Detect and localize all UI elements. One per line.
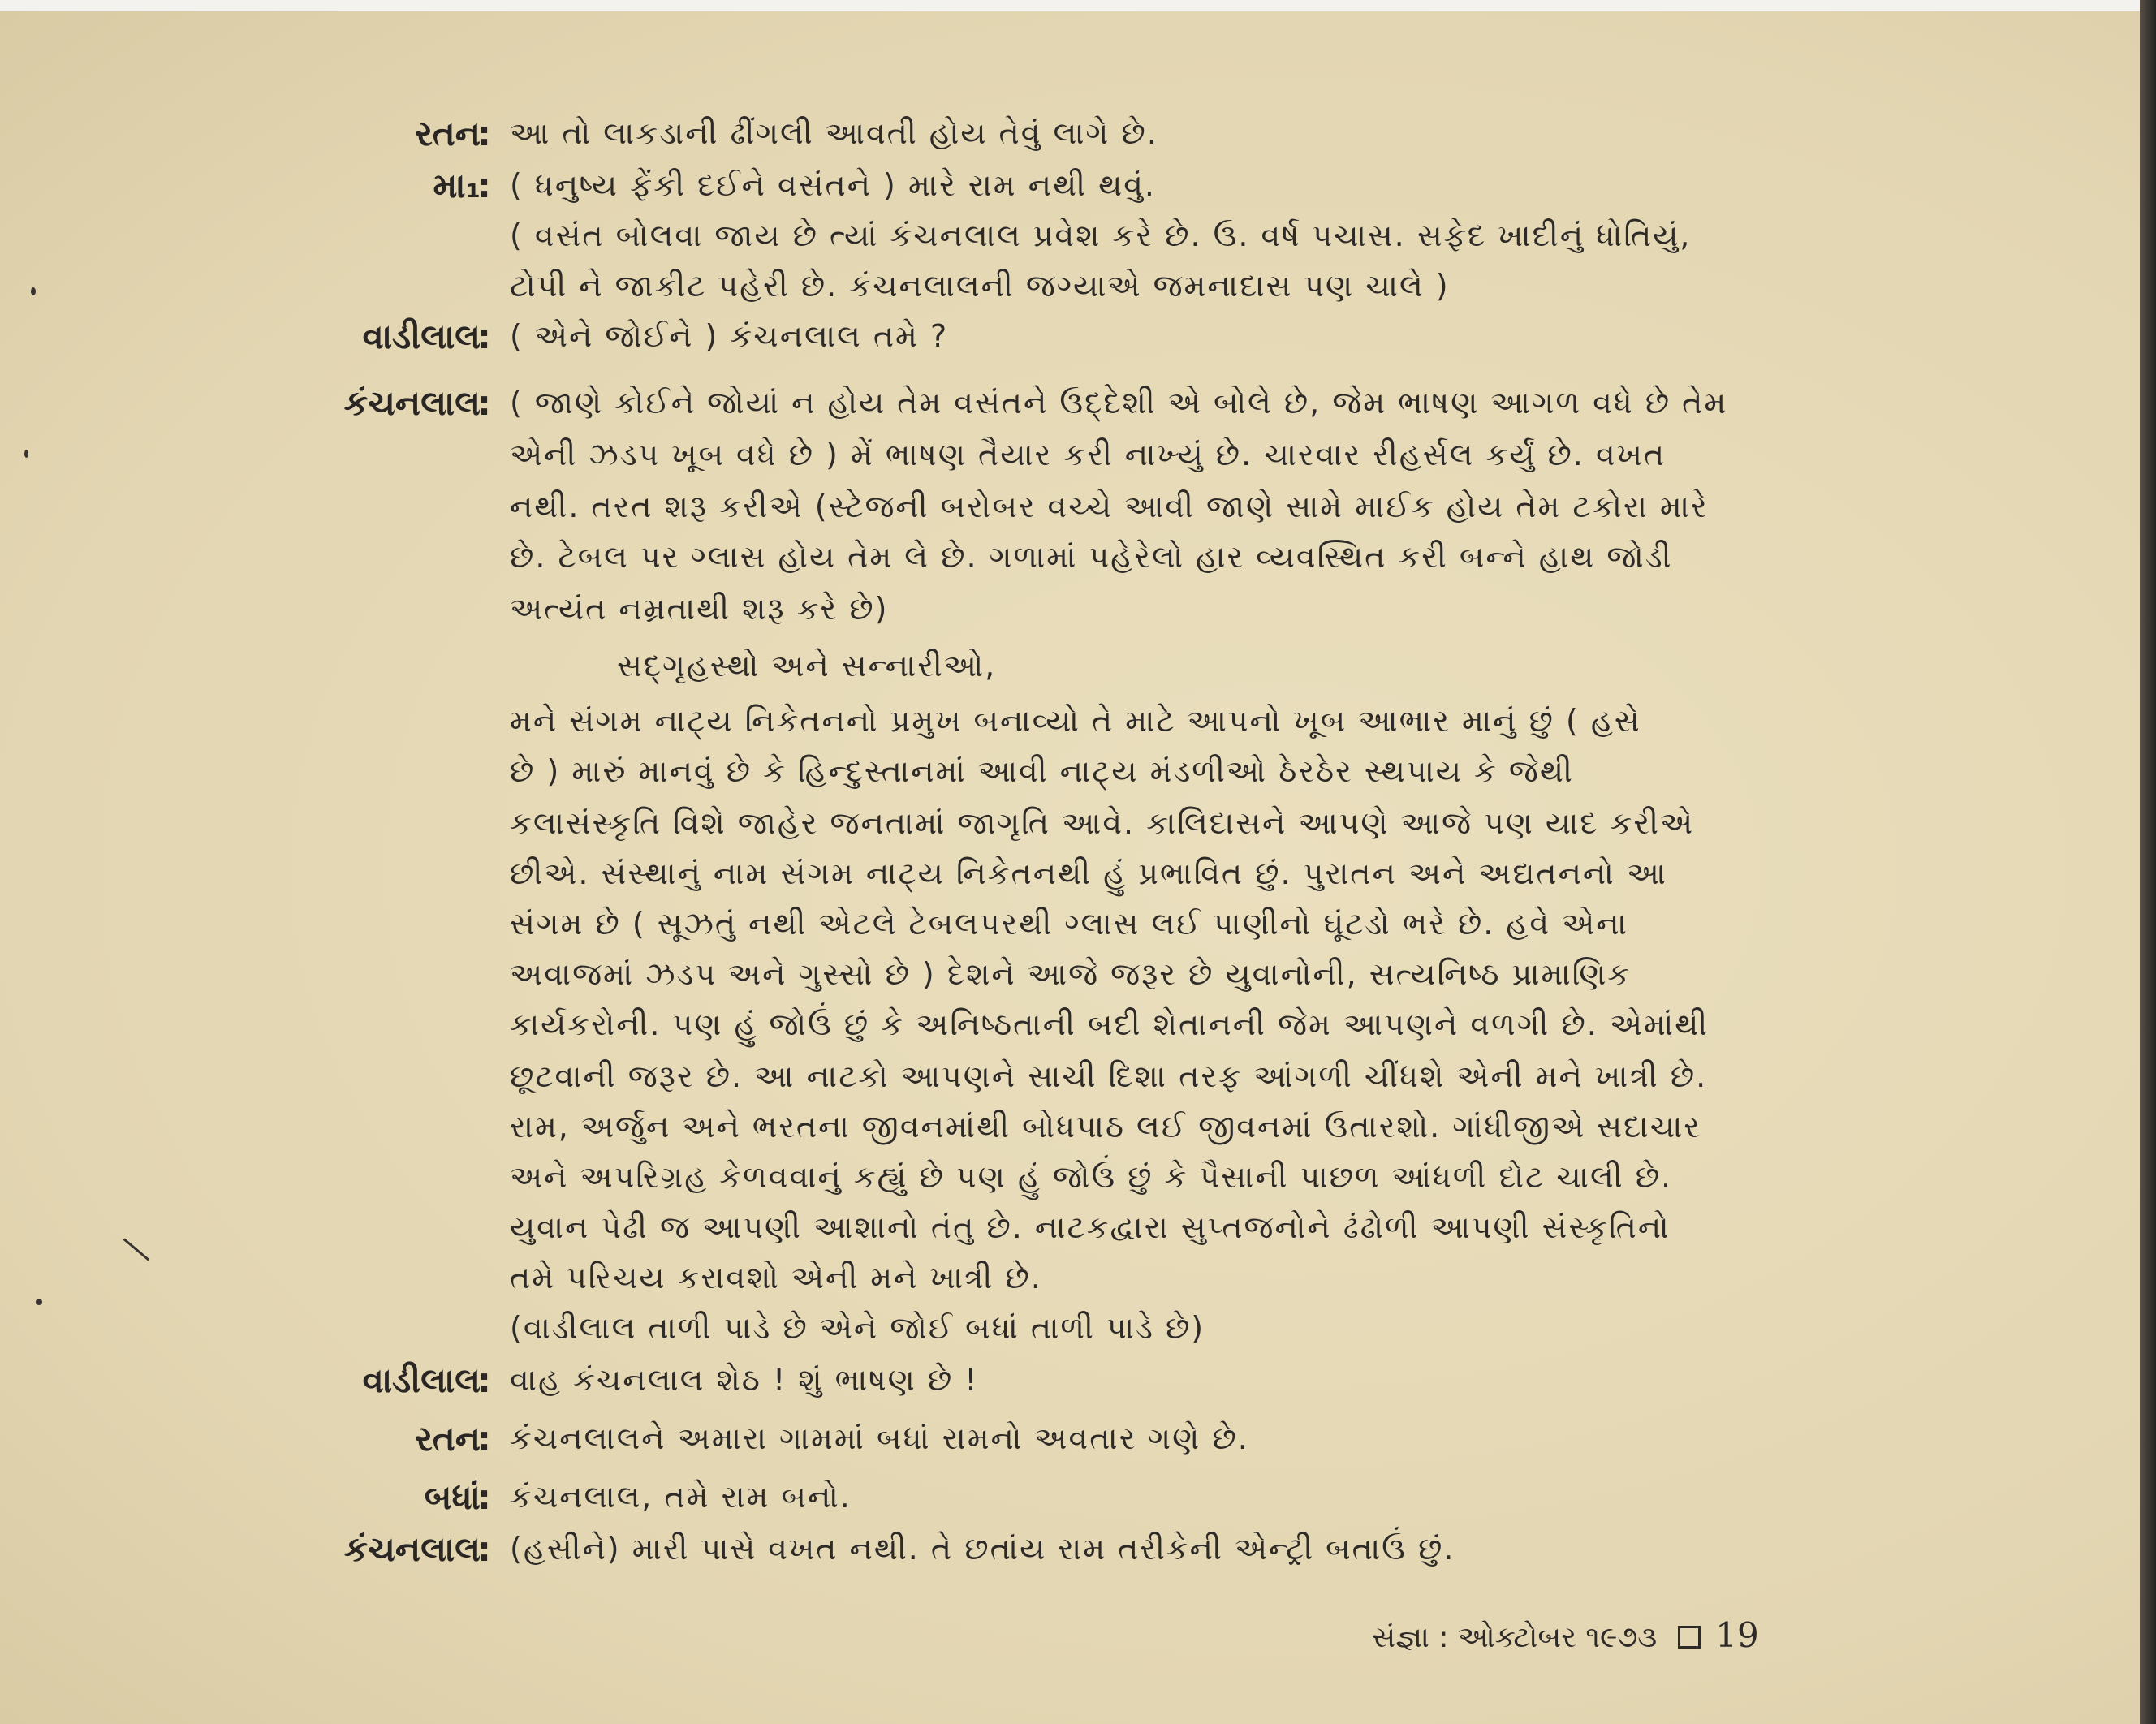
- speech-line: તમે પરિચય કરાવશો એની મને ખાત્રી છે.: [510, 1260, 1042, 1295]
- speech-line: છીએ. સંસ્થાનું નામ સંગમ નાટ્ય નિકેતનથી હું પ્રભાવિત છું. પુરાતન અને અદ્યતનનો આ: [510, 856, 1668, 891]
- dialogue-line: આ તો લાકડાની ઢીંગલી આવતી હોય તેવું લાગે છે.: [510, 115, 1158, 151]
- speaker-vadilal: વાડીલાલ: [362, 317, 481, 356]
- speech-line: મને સંગમ નાટ્ય નિકેતનનો પ્રમુખ બનાવ્યો તે માટે આપનો ખૂબ આભાર માનું છું ( હસે: [510, 703, 1641, 739]
- speaker-ratan: રતન: [415, 1419, 481, 1459]
- stage-direction: ટોપી ને જાકીટ પહેરી છે. કંચનલાલની જગ્યાએ જમનાદાસ પણ ચાલે ): [510, 268, 1450, 304]
- stage-direction: છે. ટેબલ પર ગ્લાસ હોય તેમ લે છે. ગળામાં પહેરેલો હાર વ્યવસ્થિત કરી બન્ને હાથ જોડી: [510, 539, 1673, 575]
- speech-line: રામ, અર્જુન અને ભરતના જીવનમાંથી બોધપાઠ લઈ જીવનમાં ઉતારશો. ગાંધીજીએ સદાચાર: [510, 1109, 1701, 1144]
- stage-direction: ( જાણે કોઈને જોયાં ન હોય તેમ વસંતને ઉદ્દેશી એ બોલે છે, જેમ ભાષણ આગળ વધે છે તેમ: [510, 385, 1728, 420]
- speaker-ma1: મા₁: [433, 166, 481, 205]
- speaker-ratan: રતન: [415, 114, 481, 153]
- scan-speck: [31, 287, 36, 295]
- speaker-badha: બધાં: [424, 1477, 481, 1517]
- speaker-colon: :: [477, 1360, 491, 1400]
- dialogue-line: (હસીને) મારી પાસે વખત નથી. તે છતાંય રામ તરીકેની એન્ટ્રી બતાઉં છું.: [510, 1531, 1455, 1567]
- dialogue-line: નથી. તરત શરૂ કરીએ (સ્ટેજની બરોબર વચ્ચે આવી જાણે સામે માઈક હોય તેમ ટકોરા મારે: [510, 489, 1709, 524]
- speech-line: યુવાન પેઢી જ આપણી આશાનો તંતુ છે. નાટકદ્વારા સુપ્તજનોને ઢંઢોળી આપણી સંસ્કૃતિનો: [510, 1209, 1671, 1245]
- dialogue-line: કંચનલાલ, તમે રામ બનો.: [510, 1479, 852, 1515]
- document-page: [0, 11, 2140, 1724]
- stage-direction: (વાડીલાલ તાળી પાડે છે એને જોઈ બધાં તાળી પાડે છે): [510, 1310, 1205, 1346]
- speech-line: સંગમ છે ( સૂઝતું નથી એટલે ટેબલપરથી ગ્લાસ લઈ પાણીનો ઘૂંટડો ભરે છે. હવે એના: [510, 906, 1628, 942]
- speaker-colon: :: [477, 317, 491, 356]
- dialogue-line: ( ધનુષ્ય ફેંકી દઈને વસંતને ) મારે રામ નથી થવું.: [510, 167, 1156, 203]
- scan-scratch: [123, 1238, 150, 1261]
- speaker-vadilal: વાડીલાલ: [362, 1360, 481, 1400]
- scan-speck: [24, 450, 28, 458]
- speaker-kanchanlal: કંચનલાલ: [343, 383, 481, 423]
- dialogue-line: કંચનલાલને અમારા ગામમાં બધાં રામનો અવતાર ગણે છે.: [510, 1420, 1249, 1456]
- speech-line: કાર્યકરોની. પણ હું જોઉં છું કે અનિષ્ઠતાની બદી શેતાનની જેમ આપણને વળગી છે. એમાંથી: [510, 1006, 1710, 1042]
- speech-salutation: સદ્‌ગૃહસ્થો અને સન્નારીઓ,: [617, 648, 997, 683]
- square-icon: [1678, 1626, 1701, 1649]
- speech-line: છૂટવાની જરૂર છે. આ નાટકો આપણને સાચી દિશા તરફ આંગળી ચીંધશે એની મને ખાત્રી છે.: [510, 1058, 1708, 1094]
- scan-right-edge: [2140, 0, 2156, 1724]
- speaker-colon: :: [477, 1477, 491, 1517]
- speaker-colon: :: [477, 114, 491, 153]
- speaker-colon: :: [477, 166, 491, 205]
- speaker-colon: :: [477, 1529, 491, 1569]
- page-number: 19: [1715, 1615, 1759, 1655]
- speech-line: અવાજમાં ઝડપ અને ગુસ્સો છે ) દેશને આજે જરૂર છે યુવાનોની, સત્યનિષ્ઠ પ્રામાણિક: [510, 956, 1632, 992]
- dialogue-line: વાહ કંચનલાલ શેઠ ! શું ભાષણ છે !: [510, 1362, 979, 1398]
- stage-direction: અત્યંત નમ્રતાથી શરૂ કરે છે): [510, 591, 889, 627]
- dialogue-line: એની ઝડપ ખૂબ વધે છે ) મેં ભાષણ તૈયાર કરી નાખ્યું છે. ચારવાર રીહર્સલ કર્યું છે. વખત: [510, 437, 1667, 472]
- speech-line: અને અપરિગ્રહ કેળવવાનું કહ્યું છે પણ હું જોઉં છું કે પૈસાની પાછળ આંધળી દોટ ચાલી છે.: [510, 1159, 1673, 1195]
- speech-line: છે ) મારું માનવું છે કે હિન્દુસ્તાનમાં આવી નાટ્ય મંડળીઓ ઠેરઠેર સ્થપાય કે જેથી: [510, 753, 1574, 789]
- stage-direction: ( વસંત બોલવા જાય છે ત્યાં કંચનલાલ પ્રવેશ કરે છે. ઉ. વર્ષ પચાસ. સફેદ ખાદીનું ધોતિયું,: [510, 218, 1692, 253]
- scan-speck: [36, 1299, 42, 1305]
- speaker-colon: :: [477, 1419, 491, 1459]
- dialogue-line: ( એને જોઈને ) કંચનલાલ તમે ?: [510, 318, 949, 354]
- speaker-kanchanlal: કંચનલાલ: [343, 1529, 481, 1569]
- speech-line: કલાસંસ્કૃતિ વિશે જાહેર જનતામાં જાગૃતિ આવે. કાલિદાસને આપણે આજે પણ યાદ કરીએ: [510, 805, 1695, 841]
- page-footer: [1372, 1615, 1759, 1655]
- footer-source: સંજ્ઞા : ઓક્ટોબર ૧૯૭૩: [1372, 1621, 1658, 1654]
- speaker-colon: :: [477, 383, 491, 423]
